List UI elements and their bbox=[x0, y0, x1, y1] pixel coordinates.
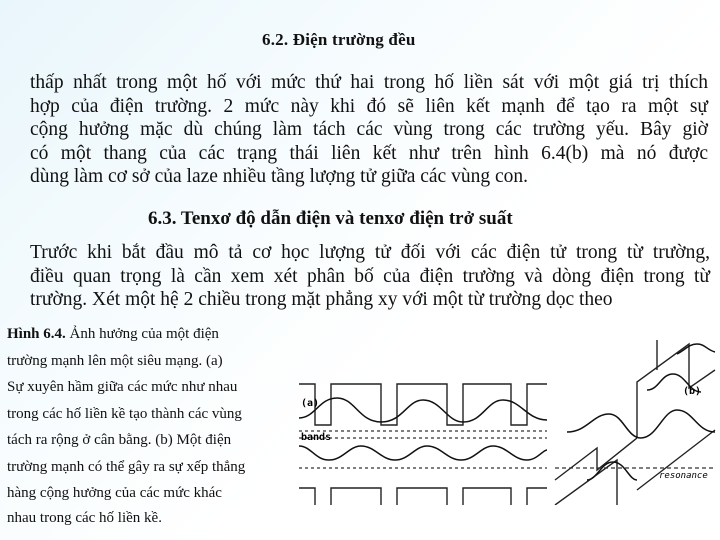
paragraph-line: có một thang của các trạng thái liên kết như trên hình 6.4(b) mà nó được bbox=[30, 142, 708, 164]
caption-last-line: nhau trong các hố liền kề. bbox=[7, 510, 162, 526]
paragraph-line: Trước khi bắt đầu mô tả cơ học lượng tử đối với các điện tử trong từ trường, bbox=[30, 242, 710, 263]
paragraph-1 bbox=[30, 71, 708, 189]
section-heading: 6.3. Tenxơ độ dẫn điện và tenxơ điện trở suất bbox=[148, 208, 513, 229]
panel-b-wavefunctions bbox=[567, 344, 715, 480]
paragraph-line: hợp của điện trường. 2 mức này khi đó sẽ liên kết mạnh để tạo ra một sự bbox=[30, 95, 708, 117]
caption-line: trong các hố liền kề tạo thành các vùng bbox=[7, 405, 242, 422]
paragraph-line: thấp nhất trong một hố với mức thứ hai trong hố liền sát với một giá trị thích bbox=[30, 72, 708, 93]
caption-line: trường mạnh lên một siêu mạng. (a) bbox=[7, 352, 223, 369]
superlattice-figure bbox=[297, 330, 720, 505]
caption-line: hàng cộng hưởng của các mức khác bbox=[7, 485, 222, 501]
panel-a-bands bbox=[299, 431, 547, 468]
page-title: 6.2. Điện trường đều bbox=[262, 30, 416, 49]
figure-caption bbox=[7, 321, 297, 507]
panel-a-wavefunctions bbox=[299, 398, 547, 460]
paragraph-line: cộng hưởng mặc dù chúng làm tách các vùng trong các trường yếu. Bây giờ bbox=[30, 119, 708, 141]
caption-line: tách ra rộng ở cân bằng. (b) Một điện bbox=[7, 432, 232, 448]
panel-a-wells bbox=[299, 384, 547, 505]
caption-line: trường mạnh có thể gây ra sự xếp thẳng bbox=[7, 458, 246, 475]
caption-text: Ảnh hưởng của một điện bbox=[65, 326, 219, 342]
label-bands: bands bbox=[301, 432, 332, 443]
paragraph-2 bbox=[30, 241, 710, 312]
paragraph-line: điều quan trọng là cần xem xét phân bố của điện trường và dòng điện trong từ bbox=[30, 265, 710, 287]
paragraph-line: trường. Xét một hệ 2 chiều trong mặt phẳng xy với một từ trường dọc theo bbox=[30, 289, 613, 311]
paragraph-line: dùng làm cơ sở của laze nhiều tầng lượng tử giữa các vùng con. bbox=[30, 166, 528, 188]
caption-line: Sự xuyên hầm giữa các mức như nhau bbox=[7, 379, 238, 395]
caption-label: Hình 6.4. bbox=[7, 326, 66, 342]
label-resonance: resonance bbox=[659, 471, 708, 481]
label-b: (b) bbox=[683, 386, 702, 397]
label-a: (a) bbox=[301, 398, 320, 409]
caption-line-1 bbox=[7, 321, 297, 348]
